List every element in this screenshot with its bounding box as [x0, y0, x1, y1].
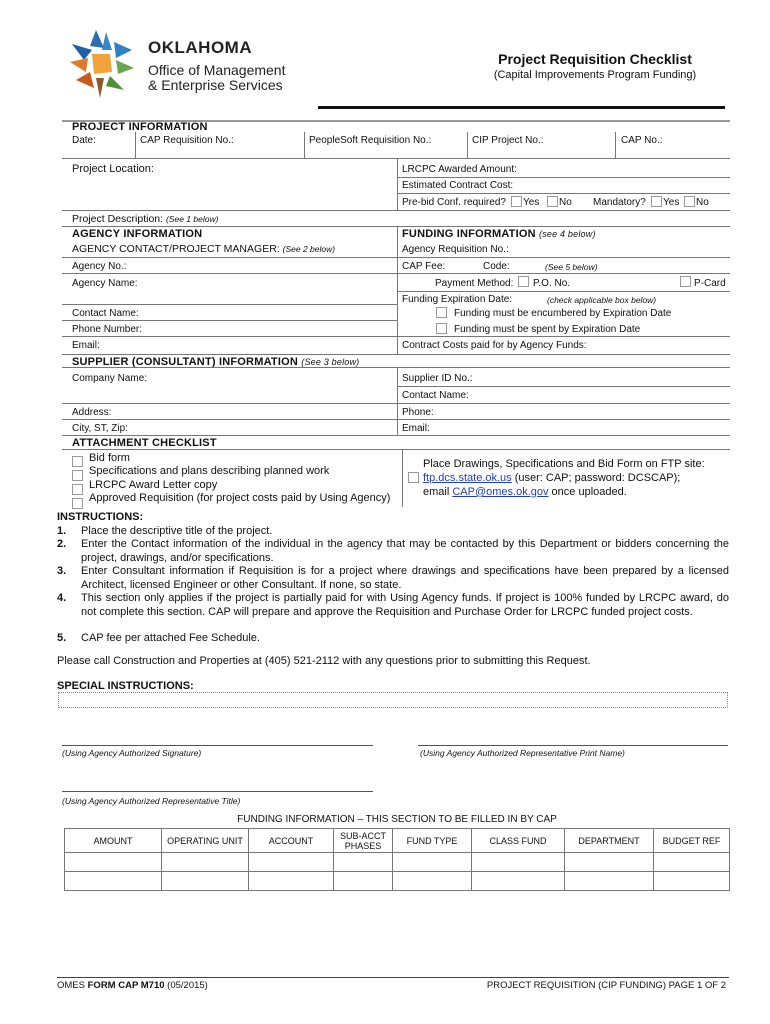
funding-table-title: FUNDING INFORMATION – THIS SECTION TO BE FILLED IN BY CAP: [237, 814, 557, 825]
instruction-number: 4.: [57, 592, 67, 604]
estimated-cost-label: Estimated Contract Cost:: [402, 180, 514, 191]
po-label: P.O. No.: [533, 278, 571, 289]
instruction-item: [57, 565, 729, 592]
project-description-label: [72, 213, 218, 225]
project-description-note: (See 1 below): [165, 214, 219, 224]
instruction-item: [57, 592, 729, 619]
supplier-info-title: SUPPLIER (CONSULTANT) INFORMATION: [72, 356, 298, 368]
cap-email-link[interactable]: CAP@omes.ok.gov: [452, 486, 549, 498]
form-title: Project Requisition Checklist: [498, 51, 692, 67]
cap-requisition-label: CAP Requisition No.:: [140, 135, 234, 146]
title-line: [62, 791, 373, 792]
table-cell[interactable]: [162, 853, 249, 872]
prebid-yes-checkbox[interactable]: [511, 196, 522, 207]
instruction-item: [57, 632, 729, 646]
form-number: [57, 980, 208, 991]
table-cell[interactable]: [472, 872, 565, 891]
column-header: CLASS FUND: [472, 829, 565, 853]
divider: [62, 419, 730, 420]
funding-info-note: (see 4 below): [539, 229, 596, 239]
divider: [397, 193, 730, 194]
agency-email-label: Email:: [72, 340, 100, 351]
special-instructions-input[interactable]: [58, 692, 728, 708]
code-note: (See 5 below): [545, 262, 598, 272]
instruction-text: This section only applies if the project is partially paid for with Using Agency funds. If project is 100% funded by LRCPC award, do not complete this section. CAP will prepare and approve the Requisition and Purchase Order for LRCPC funded project costs.: [81, 592, 729, 618]
column-header: ACCOUNT: [249, 829, 334, 853]
oklahoma-star-icon: [66, 28, 136, 100]
divider: [467, 132, 468, 158]
address-label: Address:: [72, 407, 112, 418]
mandatory-no-label: No: [696, 197, 709, 208]
specifications-checkbox[interactable]: [72, 470, 83, 481]
divider: [62, 354, 730, 355]
column-header: AMOUNT: [65, 829, 162, 853]
form-number-code: FORM CAP M710: [87, 980, 165, 991]
instruction-number: 2.: [57, 538, 67, 550]
table-cell[interactable]: [334, 872, 393, 891]
divider: [62, 304, 397, 305]
form-subtitle: (Capital Improvements Program Funding): [493, 69, 697, 81]
supplier-email-label: Email:: [402, 423, 430, 434]
ftp-credentials: (user: CAP; password: DCSCAP);: [511, 472, 681, 484]
contact-name-label: Contact Name:: [72, 308, 139, 319]
ftp-upload-checkbox[interactable]: [408, 472, 419, 483]
table-cell[interactable]: [162, 872, 249, 891]
funding-table: [64, 828, 730, 891]
pcard-checkbox[interactable]: [680, 276, 691, 287]
divider: [62, 257, 730, 258]
code-label: Code:: [483, 261, 510, 272]
column-header: FUND TYPE: [393, 829, 472, 853]
instruction-number: 5.: [57, 632, 67, 644]
email-suffix: once uploaded.: [548, 486, 627, 498]
table-row: [65, 853, 730, 872]
divider: [62, 435, 730, 436]
divider: [397, 158, 398, 210]
logo-title: OKLAHOMA: [148, 38, 253, 57]
column-header: DEPARTMENT: [565, 829, 654, 853]
city-state-zip-label: City, ST, Zip:: [72, 423, 128, 434]
funding-info-title: FUNDING INFORMATION: [402, 228, 536, 240]
attachment-item: Specifications and plans describing planned work: [89, 465, 330, 477]
table-cell[interactable]: [334, 853, 393, 872]
divider: [397, 386, 730, 387]
phone-number-label: Phone Number:: [72, 324, 143, 335]
po-checkbox[interactable]: [518, 276, 529, 287]
logo-subtitle-2: & Enterprise Services: [148, 77, 283, 93]
instruction-text: Place the descriptive title of the project.: [81, 525, 273, 537]
agency-info-heading: AGENCY INFORMATION: [72, 228, 203, 240]
print-name-label: (Using Agency Authorized Representative Print Name): [420, 748, 625, 758]
bid-form-checkbox[interactable]: [72, 456, 83, 467]
supplier-contact-label: Contact Name:: [402, 390, 469, 401]
award-letter-checkbox[interactable]: [72, 484, 83, 495]
divider: [62, 449, 730, 450]
spent-label: Funding must be spent by Expiration Date: [454, 324, 641, 335]
prebid-yes-label: Yes: [523, 197, 540, 208]
date-label: Date:: [72, 135, 96, 146]
table-cell[interactable]: [249, 853, 334, 872]
table-cell[interactable]: [393, 872, 472, 891]
pcard-label: P-Card: [694, 278, 726, 289]
title-label: (Using Agency Authorized Representative Title): [62, 796, 241, 806]
agency-name-label: Agency Name:: [72, 278, 138, 289]
divider: [397, 226, 398, 354]
cip-project-label: CIP Project No.:: [472, 135, 544, 146]
email-line: [423, 486, 627, 498]
divider: [615, 132, 616, 158]
cap-number-label: CAP No.:: [621, 135, 663, 146]
divider: [397, 291, 730, 292]
signature-label: (Using Agency Authorized Signature): [62, 748, 202, 758]
divider: [62, 158, 730, 159]
instruction-text: Enter the Contact information of the individual in the agency that may be contacted by this Department or bidders concerning the project, drawings, and/or specifications.: [81, 538, 729, 564]
call-instructions: Please call Construction and Properties at (405) 521-2112 with any questions prior to submitting this Request.: [57, 655, 591, 667]
table-header-row: [65, 829, 730, 853]
column-header: BUDGET REF: [654, 829, 730, 853]
email-prefix: email: [423, 486, 453, 498]
attachment-item: Approved Requisition (for project costs paid by Using Agency): [89, 492, 391, 504]
column-header: SUB-ACCT PHASES: [334, 829, 393, 853]
signature-line: [62, 745, 373, 746]
table-cell[interactable]: [654, 853, 730, 872]
prebid-no-checkbox[interactable]: [547, 196, 558, 207]
instruction-text: CAP fee per attached Fee Schedule.: [81, 632, 260, 644]
project-description-text: Project Description:: [72, 213, 164, 225]
attachment-item: Bid form: [89, 452, 130, 464]
divider: [402, 449, 403, 507]
agency-contact-label: [72, 243, 335, 255]
funding-info-heading: [402, 228, 596, 240]
column-header: OPERATING UNIT: [162, 829, 249, 853]
prebid-label: Pre-bid Conf. required?: [402, 197, 506, 208]
spent-checkbox[interactable]: [436, 323, 447, 334]
expiration-date-label: Funding Expiration Date:: [402, 294, 513, 305]
agency-requisition-label: Agency Requisition No.:: [402, 244, 509, 255]
divider: [135, 132, 136, 158]
company-name-label: Company Name:: [72, 373, 148, 384]
table-cell[interactable]: [249, 872, 334, 891]
header-rule: [318, 106, 725, 109]
project-location-label: Project Location:: [72, 163, 154, 175]
divider: [397, 177, 730, 178]
table-cell[interactable]: [65, 872, 162, 891]
instruction-item: [57, 538, 729, 565]
agency-number-label: Agency No.:: [72, 261, 127, 272]
contract-costs-label: Contract Costs paid for by Agency Funds:: [402, 340, 587, 351]
logo-subtitle-1: Office of Management: [148, 62, 286, 78]
payment-method-label: Payment Method:: [435, 278, 514, 289]
instruction-number: 3.: [57, 565, 67, 577]
instruction-number: 1.: [57, 525, 67, 537]
instructions-heading: INSTRUCTIONS:: [57, 511, 144, 523]
divider: [62, 226, 730, 227]
print-name-line: [418, 745, 728, 746]
cap-fee-label: CAP Fee:: [402, 261, 446, 272]
agency-contact-note: (See 2 below): [282, 244, 336, 254]
table-cell[interactable]: [565, 872, 654, 891]
mandatory-no-checkbox[interactable]: [684, 196, 695, 207]
divider: [397, 367, 398, 435]
table-row: [65, 872, 730, 891]
instruction-text: Enter Consultant information if Requisition is for a project where drawings and specifications have been prepared by a licensed Architect, licensed Engineer or other Consultant. If none, so state.: [81, 565, 729, 591]
table-cell[interactable]: [472, 853, 565, 872]
lrcpc-amount-label: LRCPC Awarded Amount:: [402, 164, 517, 175]
instruction-item: [57, 525, 729, 539]
attachment-item: LRCPC Award Letter copy: [89, 479, 218, 491]
encumbered-checkbox[interactable]: [436, 307, 447, 318]
encumbered-label: Funding must be encumbered by Expiration Date: [454, 308, 672, 319]
supplier-phone-label: Phone:: [402, 407, 434, 418]
expiration-note: (check applicable box below): [547, 295, 657, 305]
form-number-prefix: OMES: [57, 980, 88, 991]
approved-requisition-checkbox[interactable]: [72, 498, 83, 509]
prebid-no-label: No: [559, 197, 572, 208]
form-number-date: (05/2015): [164, 980, 208, 991]
divider: [62, 336, 730, 337]
table-cell[interactable]: [654, 872, 730, 891]
ftp-link[interactable]: ftp.dcs.state.ok.us: [423, 472, 512, 484]
agency-contact-text: AGENCY CONTACT/PROJECT MANAGER:: [72, 243, 280, 255]
divider: [304, 132, 305, 158]
peoplesoft-requisition-label: PeopleSoft Requisition No.:: [309, 135, 432, 146]
divider: [62, 403, 730, 404]
mandatory-yes-label: Yes: [663, 197, 680, 208]
table-cell[interactable]: [565, 853, 654, 872]
divider: [62, 367, 730, 368]
attachment-checklist-heading: ATTACHMENT CHECKLIST: [72, 437, 217, 449]
divider: [62, 273, 730, 274]
project-info-heading: PROJECT INFORMATION: [72, 121, 208, 133]
divider: [62, 320, 397, 321]
ftp-line: [423, 472, 680, 484]
mandatory-label: Mandatory?: [593, 197, 646, 208]
table-cell[interactable]: [65, 853, 162, 872]
supplier-info-note: (See 3 below): [301, 357, 360, 367]
omes-logo: [66, 28, 316, 100]
table-cell[interactable]: [393, 853, 472, 872]
footer-rule: [57, 977, 729, 978]
page-number: PROJECT REQUISITION (CIP FUNDING) PAGE 1 OF 2: [486, 980, 726, 991]
ftp-instructions: Place Drawings, Specifications and Bid Form on FTP site:: [423, 458, 705, 470]
supplier-id-label: Supplier ID No.:: [402, 373, 473, 384]
special-instructions-heading: SPECIAL INSTRUCTIONS:: [57, 680, 194, 692]
mandatory-yes-checkbox[interactable]: [651, 196, 662, 207]
divider: [62, 210, 730, 211]
